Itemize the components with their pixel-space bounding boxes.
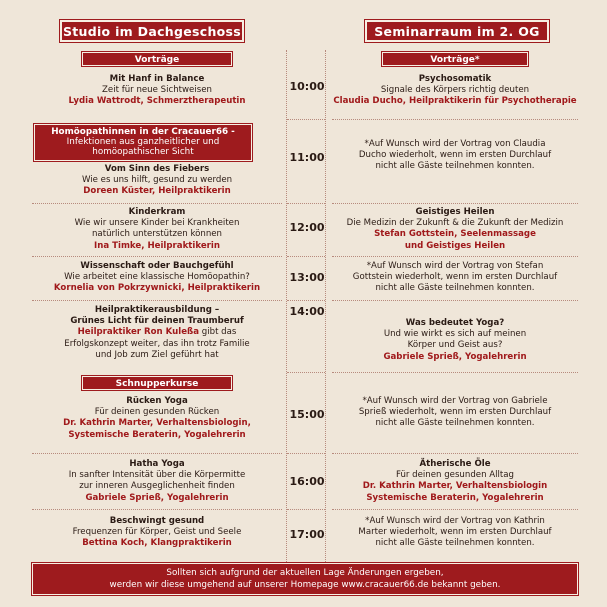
session-subtitle: Für deinen gesunden Rücken [94, 407, 220, 418]
left-session-1200 [32, 207, 282, 252]
time-column [286, 50, 326, 562]
banner-title: Homöopathinnen in der Cracauer66 - [51, 127, 235, 137]
time-slot: 13:00 [289, 271, 325, 284]
session-subtitle: Grünes Licht für deinen Traumberuf [70, 316, 244, 327]
session-subtitle: Wie es uns hilft, gesund zu werden [81, 175, 233, 186]
row-divider [332, 300, 578, 301]
session-title: Psychosomatik [418, 74, 492, 84]
repeat-note: *Auf Wunsch wird der Vortrag von Stefan [366, 261, 544, 271]
repeat-note: *Auf Wunsch wird der Vortrag von Claudia [364, 139, 546, 149]
session-speaker: Bettina Koch, Klangpraktikerin [82, 538, 232, 549]
banner-line: homöopathischer Sicht [92, 147, 194, 158]
time-slot: 15:00 [289, 408, 325, 421]
session-title: Vom Sinn des Fiebers [104, 164, 210, 174]
row-divider [332, 453, 578, 454]
session-speaker: und Geistiges Heilen [404, 240, 506, 251]
session-speaker: Heilpraktiker Ron Kuleßa [77, 327, 200, 338]
right-note-1100 [332, 139, 578, 173]
session-subtitle: natürlich unterstützen können [91, 229, 223, 240]
session-speaker: Stefan Gottstein, Seelenmassage [374, 229, 536, 240]
session-subtitle: Zeit für neue Sichtweisen [102, 85, 212, 96]
left-vortraege-subhead: Vorträge [82, 52, 232, 66]
session-speaker: Dr. Kathrin Marter, Verhaltensbiologin, [63, 418, 251, 429]
right-note-1300 [332, 261, 578, 295]
banner-line: Infektionen aus ganzheitlicher und [66, 137, 220, 148]
session-speaker: Systemische Beraterin, Yogalehrerin [366, 492, 544, 503]
row-divider [332, 203, 578, 204]
right-note-1700 [332, 516, 578, 550]
time-slot: 16:00 [289, 475, 325, 488]
session-subtitle: Körper und Geist aus? [407, 340, 503, 351]
session-title: Heilpraktikerausbildung – [94, 305, 220, 315]
row-divider [287, 256, 325, 257]
right-note-1500 [332, 396, 578, 430]
row-divider [287, 203, 325, 204]
row-divider [287, 300, 325, 301]
row-divider [332, 256, 578, 257]
session-speaker: Lydia Wattrodt, Schmerztherapeutin [68, 96, 246, 107]
session-subtitle: In sanfter Intensität über die Körpermitte [68, 470, 246, 481]
left-schnupperkurse-subhead: Schnupperkurse [82, 376, 232, 390]
repeat-note: nicht alle Gäste teilnehmen konnten. [375, 161, 535, 172]
left-session-1300 [32, 261, 282, 295]
right-session-1400 [332, 318, 578, 363]
right-session-1200 [332, 207, 578, 252]
session-subtitle: Und wie wirkt es sich auf meinen [383, 329, 527, 340]
row-divider [287, 509, 325, 510]
session-subtitle: Für deinen gesunden Alltag [395, 470, 514, 481]
time-slot: 10:00 [289, 80, 325, 93]
session-speaker: Ina Timke, Heilpraktikerin [94, 240, 220, 251]
session-title: Mit Hanf in Balance [109, 74, 205, 84]
session-speaker: Claudia Ducho, Heilpraktikerin für Psychotherapie [333, 96, 577, 107]
session-title: Rücken Yoga [126, 396, 188, 406]
session-text: und Job zum Ziel geführt hat [95, 349, 219, 360]
session-speaker: Doreen Küster, Heilpraktikerin [83, 186, 231, 197]
session-subtitle: Wie wir unsere Kinder bei Krankheiten [74, 218, 240, 229]
row-divider [32, 509, 282, 510]
right-session-1000 [332, 74, 578, 108]
left-schedule-column [32, 50, 282, 562]
session-subtitle: Signale des Körpers richtig deuten [380, 85, 530, 96]
session-title: Ätherische Öle [419, 459, 491, 469]
left-session-1400 [32, 305, 282, 361]
session-subtitle: Frequenzen für Körper, Geist und Seele [72, 527, 242, 538]
row-divider [332, 119, 578, 120]
right-schedule-column [332, 50, 578, 562]
session-subtitle: zur inneren Ausgeglichenheit finden [79, 481, 235, 492]
right-vortraege-subhead: Vorträge* [382, 52, 528, 66]
left-session-1000 [32, 74, 282, 108]
session-title: Kinderkram [128, 207, 186, 217]
repeat-note: Gottstein wiederholt, wenn im ersten Durchlauf [352, 272, 558, 283]
session-speaker: Systemische Beraterin, Yogalehrerin [68, 429, 246, 440]
homoeopathy-banner [34, 124, 252, 161]
session-text: gibt das [199, 327, 237, 338]
row-divider [287, 119, 325, 120]
row-divider [32, 203, 282, 204]
session-speaker: Kornelia von Pokrzywnicki, Heilpraktikerin [53, 283, 261, 294]
left-session-1100 [32, 164, 282, 198]
left-session-1600 [32, 459, 282, 504]
right-session-1600 [332, 459, 578, 504]
row-divider [32, 453, 282, 454]
left-session-1700 [32, 516, 282, 550]
session-subtitle: Die Medizin der Zukunft & die Zukunft der Medizin [346, 218, 564, 229]
time-slot: 12:00 [289, 221, 325, 234]
session-speaker: Gabriele Sprieß, Yogalehrerin [383, 351, 527, 362]
session-text: Erfolgskonzept weiter, das ihn trotz Familie [64, 338, 250, 349]
session-title: Wissenschaft oder Bauchgefühl [80, 261, 234, 271]
session-title: Hatha Yoga [129, 459, 185, 469]
time-slot: 11:00 [289, 151, 325, 164]
repeat-note: Ducho wiederholt, wenn im ersten Durchlauf [358, 150, 552, 161]
footer-notice [32, 563, 578, 595]
repeat-note: nicht alle Gäste teilnehmen konnten. [375, 418, 535, 429]
row-divider [287, 372, 325, 373]
session-speaker: Gabriele Sprieß, Yogalehrerin [85, 492, 229, 503]
repeat-note: Marter wiederholt, wenn im ersten Durchlauf [358, 527, 552, 538]
session-speaker: Dr. Kathrin Marter, Verhaltensbiologin [362, 481, 548, 492]
repeat-note: *Auf Wunsch wird der Vortrag von Gabriele [362, 396, 548, 406]
left-session-1500 [32, 396, 282, 441]
row-divider [32, 256, 282, 257]
session-subtitle: Wie arbeitet eine klassische Homöopathin? [64, 272, 250, 283]
footer-line: werden wir diese umgehend auf unserer Homepage www.cracauer66.de bekannt geben. [109, 580, 501, 590]
time-slot: 17:00 [289, 528, 325, 541]
session-title: Beschwingt gesund [109, 516, 205, 526]
left-room-header: Studio im Dachgeschoss [60, 20, 244, 42]
right-room-header: Seminarraum im 2. OG [365, 20, 549, 42]
session-title: Was bedeutet Yoga? [405, 318, 505, 328]
session-title: Geistiges Heilen [415, 207, 495, 217]
row-divider [287, 453, 325, 454]
repeat-note: nicht alle Gäste teilnehmen konnten. [375, 538, 535, 549]
row-divider [332, 509, 578, 510]
time-slot: 14:00 [289, 305, 325, 318]
repeat-note: *Auf Wunsch wird der Vortrag von Kathrin [365, 516, 545, 526]
footer-line: Sollten sich aufgrund der aktuellen Lage Änderungen ergeben, [166, 568, 444, 578]
repeat-note: Sprieß wiederholt, wenn im ersten Durchlauf [358, 407, 552, 418]
row-divider [332, 372, 578, 373]
row-divider [32, 300, 282, 301]
repeat-note: nicht alle Gäste teilnehmen konnten. [375, 283, 535, 294]
